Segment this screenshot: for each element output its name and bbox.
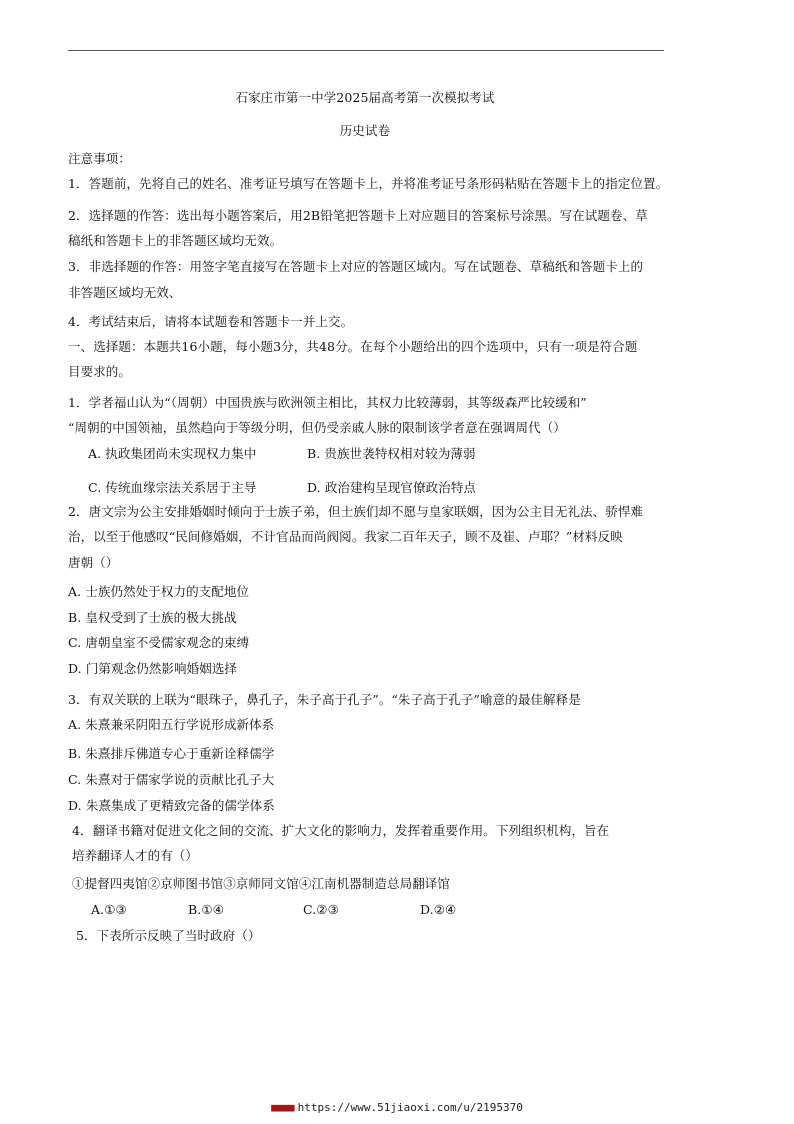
section-1-heading-line-2: 目要求的。 — [68, 364, 132, 379]
q2-stem-line-2: 治，以至于他感叹“民间修婚姻，不计官品而尚阀阅。我家二百年天子，顾不及崔、卢耶？”材料反映 — [68, 529, 623, 544]
q2-option-c: C. 唐朝皇室不受儒家观念的束缚 — [68, 635, 250, 650]
q1-option-b: B. 贵族世袭特权相对较为薄弱 — [307, 446, 476, 461]
notice-heading: 注意事项： — [68, 151, 132, 166]
q4-option-d: D.②④ — [420, 902, 457, 917]
q4-option-a: A.①③ — [91, 902, 127, 917]
q4-stem-line-3: ①提督四夷馆②京师图书馆③京师同文馆④江南机器制造总局翻译馆 — [72, 876, 451, 891]
footer-watermark — [0, 1101, 794, 1114]
q4-stem-line-1: 4．翻译书籍对促进文化之间的交流、扩大文化的影响力，发挥着重要作用。下列组织机构，旨在 — [72, 823, 610, 838]
q1-option-a: A. 执政集团尚未实现权力集中 — [88, 446, 257, 461]
notice-item-3-line-1: 3．非选择题的作答：用签字笔直接写在答题卡上对应的答题区域内。写在试题卷、草稿纸和答题卡上的 — [68, 259, 644, 274]
notice-item-2-line-1: 2．选择题的作答：选出每小题答案后，用2B铅笔把答题卡上对应题目的答案标号涂黑。写在试题卷、草 — [68, 208, 648, 223]
q2-option-d: D. 门第观念仍然影响婚姻选择 — [68, 661, 238, 676]
footer-marks: ■■■■ — [271, 1101, 294, 1114]
header-rule — [68, 50, 664, 51]
notice-item-3-line-2: 非答题区域均无效、 — [68, 285, 182, 300]
q3-option-c: C. 朱熹对于儒家学说的贡献比孔子大 — [68, 772, 275, 787]
q1-option-d: D. 政治建构呈现官僚政治特点 — [307, 480, 477, 495]
q3-option-d: D. 朱熹集成了更精致完备的儒学体系 — [68, 798, 275, 813]
exam-title: 石家庄市第一中学2025届高考第一次模拟考试 — [235, 90, 495, 105]
q2-option-a: A. 士族仍然处于权力的支配地位 — [68, 584, 250, 599]
notice-item-4: 4．考试结束后，请将本试题卷和答题卡一并上交。 — [68, 314, 354, 329]
subject-title: 历史试卷 — [339, 123, 391, 138]
q2-option-b: B. 皇权受到了士族的极大挑战 — [68, 610, 237, 625]
q1-stem-line-1: 1．学者福山认为“（周朝）中国贵族与欧洲领主相比，其权力比较薄弱，其等级森严比较缓和” — [68, 395, 587, 410]
section-1-heading-line-1: 一、选择题：本题共16小题，每小题3分，共48分。在每个小题给出的四个选项中，只有一项是符合题 — [68, 339, 638, 354]
q1-stem-line-2: “周朝的中国领袖，虽然趋向于等级分明，但仍受亲戚人脉的限制该学者意在强调周代（） — [68, 420, 566, 435]
notice-item-2-line-2: 稿纸和答题卡上的非答题区域均无效。 — [68, 233, 283, 248]
q4-stem-line-2: 培养翻译人才的有（） — [72, 848, 199, 863]
footer-url[interactable]: https://www.51jiaoxi.com/u/2195370 — [297, 1101, 523, 1114]
q3-stem: 3．有双关联的上联为“眼珠子，鼻孔子，朱子高于孔子”。“朱子高于孔子”喻意的最佳解释是 — [68, 692, 581, 707]
q2-stem-line-1: 2．唐文宗为公主安排婚姻时倾向于士族子弟，但士族们却不愿与皇家联姻，因为公主目无礼法、骄悍难 — [68, 504, 644, 519]
notice-item-1: 1．答题前，先将自己的姓名、准考证号填写在答题卡上，并将准考证号条形码粘贴在答题卡上的指定位置。 — [68, 176, 669, 191]
q1-option-c: C. 传统血缘宗法关系居于主导 — [88, 480, 257, 495]
q5-stem: 5．下表所示反映了当时政府（） — [76, 928, 261, 943]
q3-option-b: B. 朱熹排斥佛道专心于重新诠释儒学 — [68, 746, 275, 761]
q4-option-c: C.②③ — [303, 902, 339, 917]
q3-option-a: A. 朱熹兼采阴阳五行学说形成新体系 — [68, 717, 275, 732]
q4-option-b: B.①④ — [188, 902, 224, 917]
q2-stem-line-3: 唐朝（） — [68, 555, 119, 570]
